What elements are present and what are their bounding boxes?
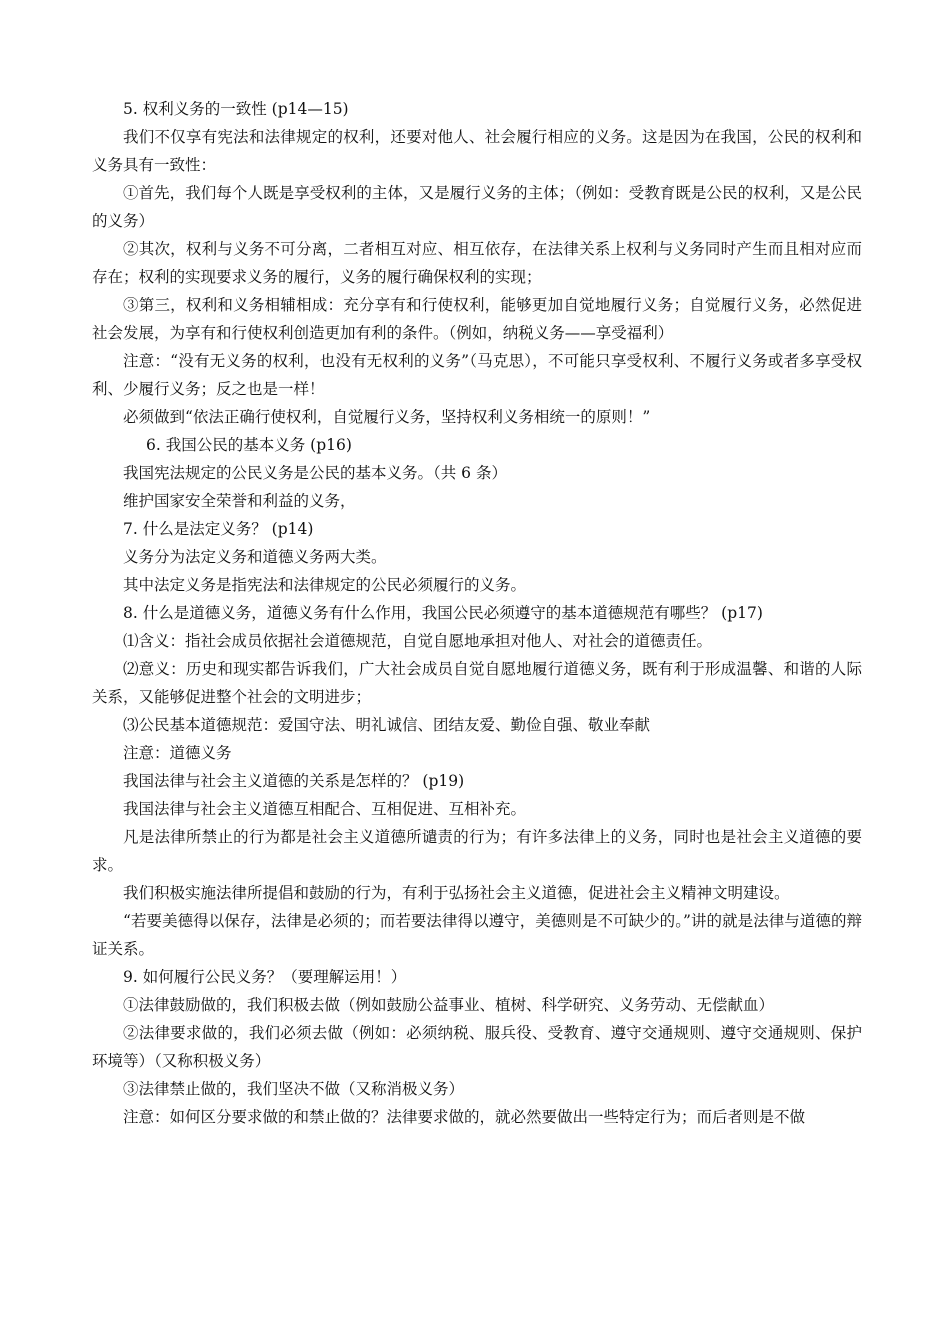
paragraph: 维护国家安全荣誉和利益的义务， — [123, 492, 356, 510]
paragraph: 义务分为法定义务和道德义务两大类。 — [123, 548, 387, 566]
section-heading-9: 9. 如何履行公民义务？（要理解运用！） — [123, 968, 407, 986]
section-heading-5: 5. 权利义务的一致性 (p14—15) — [123, 100, 349, 118]
paragraph: 凡是法律所禁止的行为都是社会主义道德所谴责的行为；有许多法律上的义务，同时也是社会主义道德的要求。 — [92, 828, 862, 874]
subheading: 我国法律与社会主义道德的关系是怎样的？ (p19) — [123, 772, 465, 790]
list-item: ①法律鼓励做的，我们积极去做（例如鼓励公益事业、植树、科学研究、义务劳动、无偿献血） — [123, 996, 775, 1014]
paragraph: 必须做到“依法正确行使权利，自觉履行义务，坚持权利义务相统一的原则！” — [123, 408, 651, 426]
section-heading-7: 7. 什么是法定义务？ (p14) — [123, 520, 314, 538]
note-paragraph: 注意：如何区分要求做的和禁止做的？法律要求做的，就必然要做出一些特定行为；而后者则是不做 — [123, 1108, 806, 1126]
list-item: ③第三，权利和义务相辅相成：充分享有和行使权利，能够更加自觉地履行义务；自觉履行义务，必然促进社会发展，为享有和行使权利创造更加有利的条件。（例如，纳税义务——享受福利） — [92, 296, 862, 342]
paragraph: 我们积极实施法律所提倡和鼓励的行为，有利于弘扬社会主义道德，促进社会主义精神文明建设。 — [123, 884, 790, 902]
paragraph: 我们不仅享有宪法和法律规定的权利，还要对他人、社会履行相应的义务。这是因为在我国，公民的权利和义务具有一致性： — [92, 128, 862, 174]
list-item: ①首先，我们每个人既是享受权利的主体，又是履行义务的主体；（例如：受教育既是公民的权利，又是公民的义务） — [92, 184, 862, 230]
list-item: ⑶公民基本道德规范：爱国守法、明礼诚信、团结友爱、勤俭自强、敬业奉献 — [123, 716, 651, 734]
list-item: ②法律要求做的，我们必须去做（例如：必须纳税、服兵役、受教育、遵守交通规则、遵守交通规则、保护环境等）（又称积极义务） — [92, 1024, 862, 1070]
list-item: ②其次，权利与义务不可分离，二者相互对应、相互依存，在法律关系上权利与义务同时产生而且相对应而存在；权利的实现要求义务的履行，义务的履行确保权利的实现； — [92, 240, 862, 286]
list-item: ⑵意义：历史和现实都告诉我们，广大社会成员自觉自愿地履行道德义务，既有利于形成温馨、和谐的人际关系，又能够促进整个社会的文明进步； — [92, 660, 862, 706]
section-heading-6: 6. 我国公民的基本义务 (p16) — [146, 436, 352, 454]
note-paragraph: 注意：道德义务 — [123, 744, 232, 762]
document-body — [92, 95, 862, 1131]
paragraph: 我国法律与社会主义道德互相配合、互相促进、互相补充。 — [123, 800, 527, 818]
note-paragraph: 注意：“没有无义务的权利，也没有无权利的义务”（马克思），不可能只享受权利、不履行义务或者多享受权利、少履行义务；反之也是一样！ — [92, 352, 862, 398]
paragraph: 其中法定义务是指宪法和法律规定的公民必须履行的义务。 — [123, 576, 527, 594]
list-item: ⑴含义：指社会成员依据社会道德规范，自觉自愿地承担对他人、对社会的道德责任。 — [123, 632, 713, 650]
paragraph: 我国宪法规定的公民义务是公民的基本义务。（共 6 条） — [123, 464, 507, 482]
quote-paragraph: “若要美德得以保存，法律是必须的；而若要法律得以遵守，美德则是不可缺少的。”讲的就是法律与道德的辩证关系。 — [92, 912, 862, 958]
section-heading-8: 8. 什么是道德义务，道德义务有什么作用，我国公民必须遵守的基本道德规范有哪些？ (p17) — [123, 604, 763, 622]
list-item: ③法律禁止做的，我们坚决不做（又称消极义务） — [123, 1080, 465, 1098]
